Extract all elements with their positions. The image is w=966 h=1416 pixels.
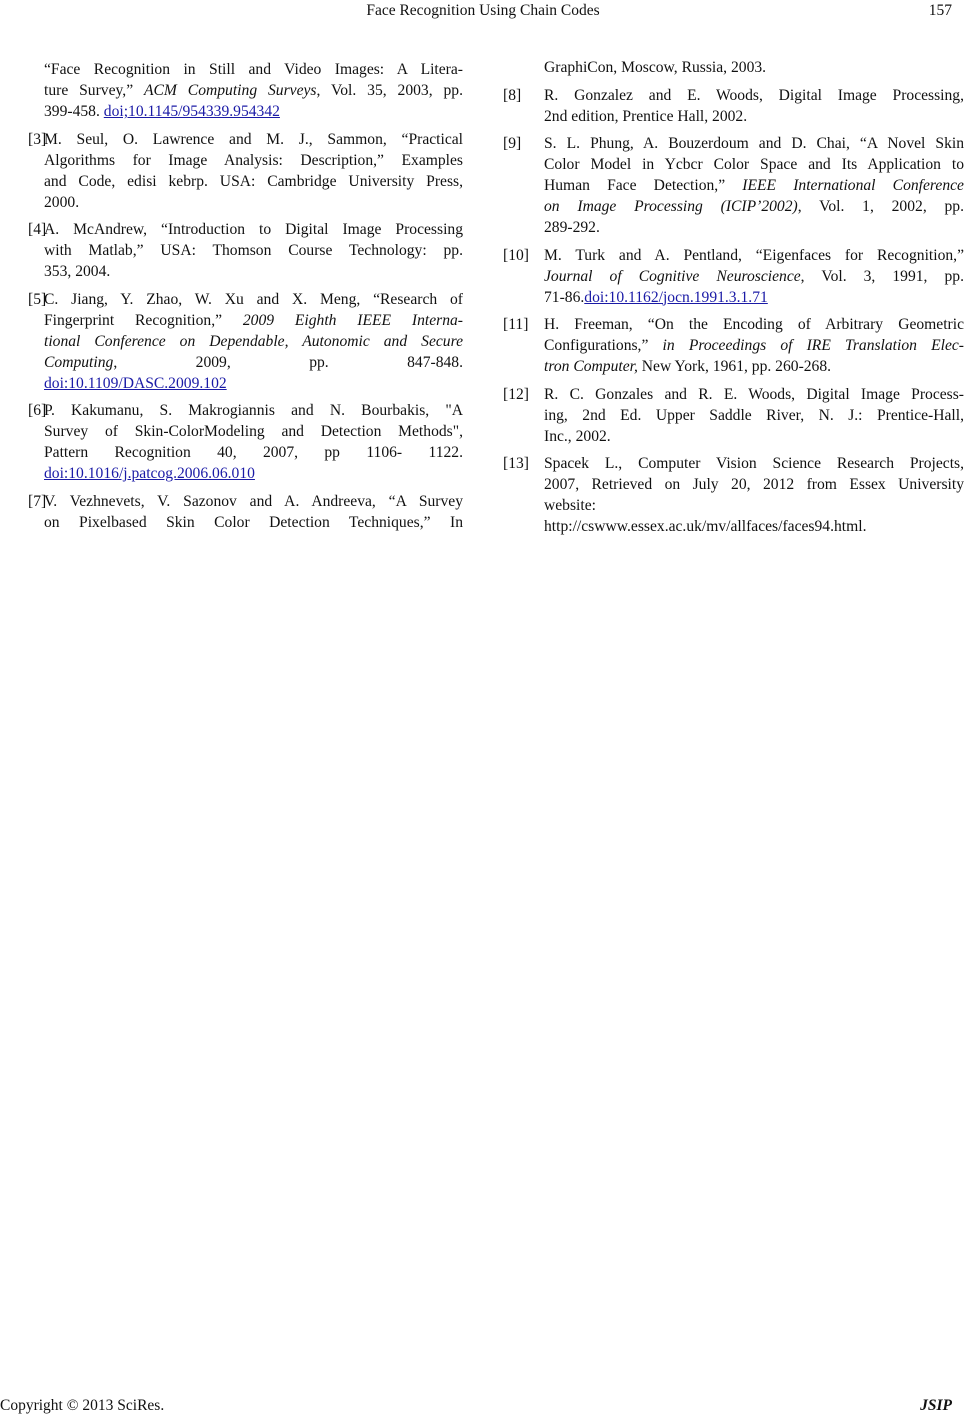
reference-text: P. Kakumanu, S. Makrogiannis and N. Bourbakis, "A <box>44 402 463 419</box>
reference-entry <box>0 59 463 122</box>
reference-line <box>44 491 463 512</box>
reference-text: Inc., 2002. <box>544 427 611 445</box>
italic-text: tional Conference on Dependable, Autonomic and Secure <box>44 332 463 350</box>
reference-text: 289-292. <box>544 219 600 236</box>
reference-number: [9] <box>503 135 522 152</box>
reference-line <box>44 463 463 484</box>
doi-link[interactable]: doi:10.1109/DASC.2009.102 <box>44 374 227 392</box>
reference-entry <box>0 289 463 394</box>
reference-text: V. Vezhnevets, V. Sazonov and A. Andreeva, “A Survey <box>44 492 463 510</box>
reference-line <box>544 175 964 196</box>
reference-entry <box>500 57 964 78</box>
reference-text: Spacek L., Computer Vision Science Research Projects, <box>544 455 964 472</box>
footer-journal: JSIP <box>920 1397 952 1414</box>
reference-line <box>44 240 463 261</box>
reference-number: [5] <box>28 290 47 308</box>
reference-text: http://cswww.essex.ac.uk/mv/allfaces/faces94.html. <box>544 518 867 535</box>
reference-line <box>544 154 964 175</box>
reference-line <box>44 129 463 150</box>
reference-entry <box>500 85 964 127</box>
reference-line <box>544 426 964 447</box>
reference-line <box>44 192 463 213</box>
reference-number: [4] <box>28 221 47 238</box>
reference-line <box>544 266 964 287</box>
italic-text: on Image Processing (ICIP’2002) <box>544 198 798 215</box>
reference-line <box>44 442 463 463</box>
reference-text: M. Turk and A. Pentland, “Eigenfaces for Recognition,” <box>544 246 964 264</box>
reference-text: M. Seul, O. Lawrence and M. J., Sammon, “Practical <box>44 130 463 148</box>
references-right-column <box>500 57 964 544</box>
reference-number: [6] <box>28 402 47 419</box>
reference-text: New York, 1961, pp. 260-268. <box>637 358 832 375</box>
doi-link[interactable]: doi:10.1016/j.patcog.2006.06.010 <box>44 465 255 482</box>
reference-text: ture Survey,” <box>44 82 144 99</box>
reference-text: Color Model in Ycbcr Color Space and Its Application to <box>544 156 964 173</box>
reference-entry <box>500 133 964 238</box>
reference-line <box>544 287 964 308</box>
reference-entry <box>500 384 964 447</box>
italic-text: IEEE International Conference <box>742 177 964 194</box>
reference-text: Pattern Recognition 40, 2007, pp 1106- 1122. <box>44 444 463 461</box>
reference-number: [12] <box>503 385 529 403</box>
references-left-column <box>0 59 463 539</box>
reference-line <box>44 150 463 171</box>
reference-number: [10] <box>503 246 529 264</box>
reference-text: 71-86. <box>544 288 585 306</box>
reference-number: [3] <box>28 130 47 148</box>
reference-text: 2nd edition, Prentice Hall, 2002. <box>544 107 748 125</box>
reference-number: [7] <box>28 492 47 510</box>
reference-text: A. McAndrew, “Introduction to Digital Image Processing <box>44 221 463 238</box>
reference-line <box>44 101 463 122</box>
reference-text: Survey of Skin-ColorModeling and Detection Methods", <box>44 423 463 440</box>
reference-line <box>44 171 463 192</box>
reference-entry <box>0 129 463 213</box>
reference-line <box>544 356 964 377</box>
reference-line <box>544 196 964 217</box>
reference-line <box>44 331 463 352</box>
reference-line <box>44 261 463 282</box>
reference-line <box>544 474 964 495</box>
reference-line <box>544 453 964 474</box>
reference-line <box>544 405 964 426</box>
reference-line <box>44 289 463 310</box>
reference-entry <box>0 491 463 533</box>
reference-text: Fingerprint Recognition,” <box>44 311 243 329</box>
reference-line <box>544 245 964 266</box>
reference-text: 2000. <box>44 193 80 211</box>
doi-link[interactable]: doi:10.1162/jocn.1991.3.1.71 <box>584 288 768 306</box>
reference-text: R. Gonzalez and E. Woods, Digital Image Processing, <box>544 86 964 104</box>
reference-number: [11] <box>503 316 529 333</box>
reference-text: S. L. Phung, A. Bouzerdoum and D. Chai, “A Novel Skin <box>544 135 964 152</box>
reference-text: ing, 2nd Ed. Upper Saddle River, N. J.: Prentice-Hall, <box>544 406 964 424</box>
italic-text: 2009 Eighth IEEE Interna- <box>242 311 463 329</box>
running-header-title: Face Recognition Using Chain Codes <box>366 2 600 19</box>
reference-line <box>544 495 964 516</box>
reference-line <box>44 80 463 101</box>
reference-line <box>44 310 463 331</box>
reference-text: 353, 2004. <box>44 263 111 280</box>
reference-line <box>544 106 964 127</box>
reference-entry <box>500 314 964 377</box>
reference-line <box>44 352 463 373</box>
reference-line <box>44 512 463 533</box>
reference-line <box>544 516 964 537</box>
reference-text: Algorithms for Image Analysis: Description,” Examples <box>44 151 463 169</box>
reference-line <box>544 133 964 154</box>
reference-line <box>44 400 463 421</box>
reference-entry <box>0 219 463 282</box>
reference-text: 399-458. <box>44 103 104 120</box>
reference-text: , Vol. 3, 1991, pp. <box>800 267 964 285</box>
reference-text: , Vol. 1, 2002, pp. <box>797 198 964 215</box>
reference-text: 2007, Retrieved on July 20, 2012 from Essex University <box>544 476 964 493</box>
reference-text: Human Face Detection,” <box>544 177 743 194</box>
italic-text: tron Computer, <box>544 358 638 375</box>
reference-line <box>44 373 463 394</box>
reference-line <box>544 57 964 78</box>
reference-text: H. Freeman, “On the Encoding of Arbitrary Geometric <box>544 316 964 333</box>
page-number: 157 <box>928 2 952 19</box>
reference-text: Configurations,” <box>544 337 663 354</box>
italic-text: Computing <box>44 353 114 371</box>
reference-line <box>544 217 964 238</box>
reference-line <box>44 421 463 442</box>
reference-line <box>44 59 463 80</box>
reference-number: [13] <box>503 455 529 472</box>
reference-number: [8] <box>503 86 522 104</box>
reference-text: “Face Recognition in Still and Video Images: A Litera- <box>44 61 463 78</box>
reference-text: on Pixelbased Skin Color Detection Techniques,” In <box>44 513 463 531</box>
reference-entry <box>0 400 463 484</box>
reference-line <box>544 335 964 356</box>
reference-text: with Matlab,” USA: Thomson Course Technology: pp. <box>44 242 463 259</box>
reference-text: C. Jiang, Y. Zhao, W. Xu and X. Meng, “Research of <box>44 290 463 308</box>
reference-entry <box>500 245 964 308</box>
reference-text: , 2009, pp. 847-848. <box>113 353 463 371</box>
reference-text: website: <box>544 497 596 514</box>
reference-line <box>544 384 964 405</box>
italic-text: Journal of Cognitive Neuroscience <box>544 267 801 285</box>
reference-text: and Code, edisi kebrp. USA: Cambridge University Press, <box>44 172 463 190</box>
reference-text: , Vol. 35, 2003, pp. <box>316 82 463 99</box>
reference-text: GraphiCon, Moscow, Russia, 2003. <box>544 59 767 76</box>
italic-text: ACM Computing Surveys <box>144 82 317 99</box>
reference-line <box>544 314 964 335</box>
reference-text: R. C. Gonzales and R. E. Woods, Digital Image Process- <box>544 385 964 403</box>
reference-line <box>544 85 964 106</box>
reference-entry <box>500 453 964 537</box>
reference-line <box>44 219 463 240</box>
doi-link[interactable]: doi;10.1145/954339.954342 <box>103 103 280 120</box>
footer-copyright: Copyright © 2013 SciRes. <box>0 1397 165 1414</box>
italic-text: in Proceedings of IRE Translation Elec- <box>662 337 964 354</box>
